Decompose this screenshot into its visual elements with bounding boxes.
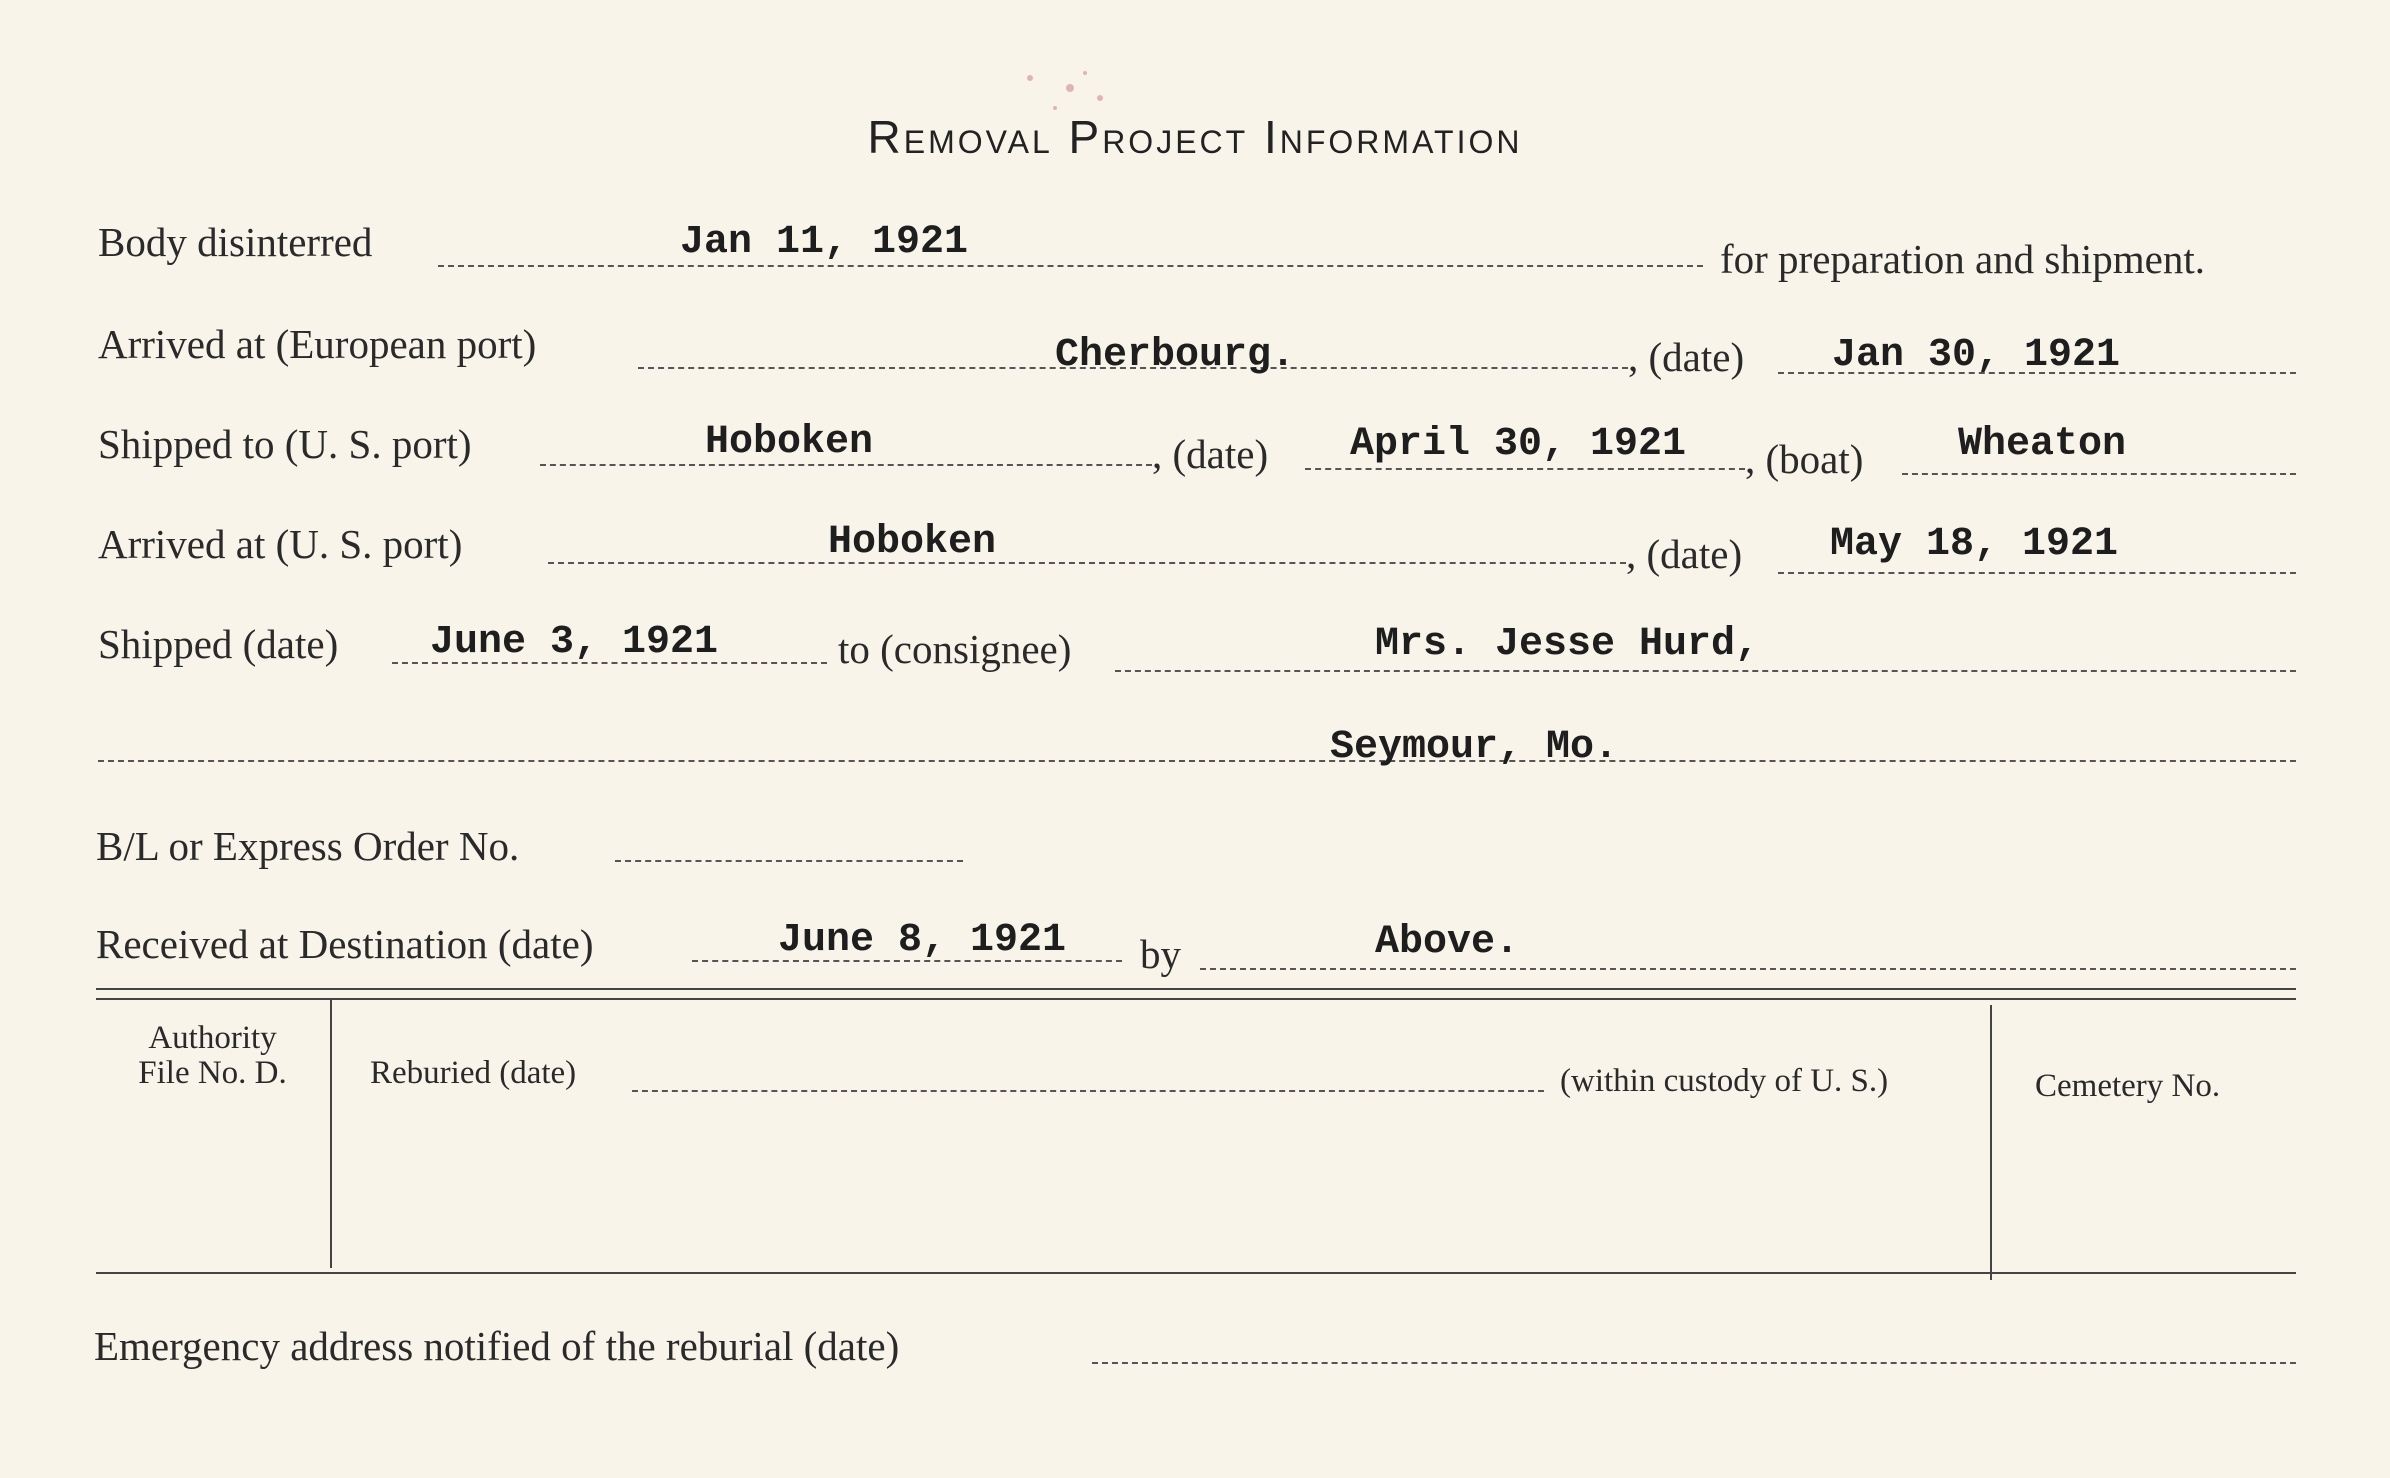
disinterred-value: Jan 11, 1921 — [680, 220, 969, 265]
received-date: June 8, 1921 — [778, 918, 1067, 963]
consignee-name: Mrs. Jesse Hurd, — [1375, 622, 1760, 667]
shipped-us-boat-label: , (boat) — [1745, 436, 1864, 482]
disinterred-suffix: for preparation and shipment. — [1720, 236, 2206, 282]
shipped-us-label: Shipped to (U. S. port) — [98, 421, 472, 467]
bl-label: B/L or Express Order No. — [96, 823, 520, 869]
shipped-us-date: April 30, 1921 — [1350, 422, 1687, 467]
received-by-label: by — [1140, 931, 1181, 977]
consignee-address: Seymour, Mo. — [1330, 725, 1619, 770]
arrived-us-date: May 18, 1921 — [1830, 522, 2119, 567]
arrived-us-port: Hoboken — [828, 520, 997, 565]
custody-label: (within custody of U. S.) — [1560, 1063, 1889, 1099]
shipped-us-date-line — [1305, 468, 1745, 470]
arrived-eu-port: Cherbourg. — [1055, 333, 1296, 378]
table-divider-right — [1990, 1005, 1992, 1280]
arrived-us-date-label: , (date) — [1626, 531, 1743, 577]
consignee-line — [1115, 670, 2296, 672]
shipped-us-port: Hoboken — [705, 420, 874, 465]
received-by: Above. — [1375, 920, 1520, 965]
shipped-us-boat-line — [1902, 473, 2296, 475]
arrived-eu-date-label: , (date) — [1628, 334, 1745, 380]
arrived-us-date-line — [1778, 572, 2296, 574]
cemetery-label: Cemetery No. — [2035, 1068, 2221, 1104]
page-title: Removal Project Information — [867, 111, 1523, 163]
reburied-label: Reburied (date) — [370, 1055, 577, 1091]
disinterred-line — [438, 265, 1703, 267]
table-top-rule-1 — [96, 988, 2296, 990]
emergency-label: Emergency address notified of the reburial (date) — [94, 1323, 900, 1369]
arrived-eu-date: Jan 30, 1921 — [1832, 333, 2121, 378]
consignee-label: to (consignee) — [838, 626, 1072, 672]
received-by-line — [1200, 968, 2296, 970]
shipped-date-label: Shipped (date) — [98, 621, 339, 667]
authority-label-line2: File No. D. — [138, 1055, 287, 1091]
shipped-date: June 3, 1921 — [430, 620, 719, 665]
received-label: Received at Destination (date) — [96, 921, 594, 967]
reburied-line — [632, 1090, 1544, 1092]
arrived-us-port-line — [548, 562, 1626, 564]
shipped-us-date-label: , (date) — [1152, 431, 1269, 477]
table-divider-left — [330, 998, 332, 1268]
authority-label-line1: Authority — [148, 1020, 277, 1056]
table-top-rule-2 — [96, 998, 2296, 1000]
bl-line — [615, 860, 963, 862]
arrived-us-label: Arrived at (U. S. port) — [98, 521, 463, 567]
emergency-line — [1092, 1362, 2296, 1364]
disinterred-label: Body disinterred — [98, 219, 373, 265]
shipped-us-boat: Wheaton — [1958, 422, 2127, 467]
table-bottom-rule — [96, 1272, 2296, 1274]
address-line — [98, 760, 2296, 762]
arrived-eu-label: Arrived at (European port) — [98, 321, 537, 367]
